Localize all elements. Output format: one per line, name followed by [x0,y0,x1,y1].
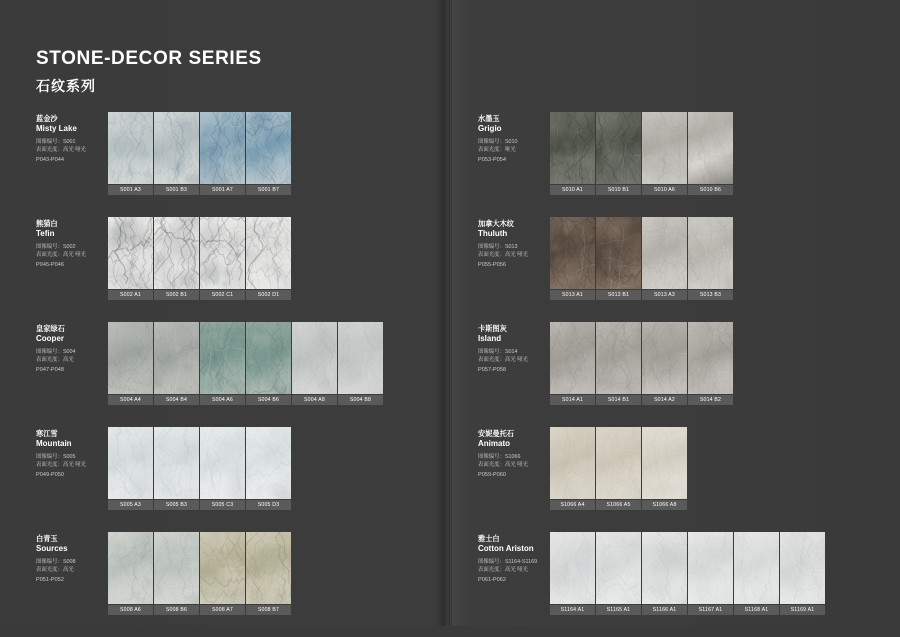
product-series [478,322,868,405]
tile-code-label: S002 A1 [108,290,153,300]
tile-code-label: S002 D1 [246,290,291,300]
tile-code-label: S005 B3 [154,500,199,510]
tile-code-label: S014 A1 [550,395,595,405]
tile-label-row [550,395,733,405]
tile-swatch[interactable] [154,217,199,289]
page-title-english: STONE-DECOR SERIES [36,48,262,69]
product-series [36,532,426,615]
series-image-code: 图像编号：S008 [36,558,76,565]
tile-swatch[interactable] [550,112,595,184]
tile-swatch[interactable] [642,532,687,604]
series-surface-finish: 表面光度：高光 哑光 [478,356,529,363]
tile-code-label: S008 A7 [200,605,245,615]
series-page-range: P057-P058 [478,367,506,374]
series-meta [36,532,108,585]
tile-swatch[interactable] [550,532,595,604]
tile-label-row [550,185,733,195]
series-meta [478,322,550,375]
series-name-chinese: 寒江雪 [36,429,58,438]
series-meta [36,112,108,165]
series-meta [478,532,550,585]
series-meta [36,427,108,480]
tile-swatch[interactable] [200,427,245,499]
tile-swatch[interactable] [108,112,153,184]
tile-swatch[interactable] [550,217,595,289]
tile-swatch[interactable] [596,322,641,394]
left-column [36,112,426,637]
tile-code-label: S010 A1 [550,185,595,195]
tile-swatch[interactable] [642,322,687,394]
series-name-chinese: 皇家绿石 [36,324,65,333]
tile-code-label: S004 B6 [246,395,291,405]
tile-swatch[interactable] [200,322,245,394]
series-image-code: 图像编号：S001 [36,138,76,145]
tile-code-label: S005 D3 [246,500,291,510]
series-name-english: Animato [478,438,510,448]
tile-row [550,112,733,184]
series-surface-finish: 表面光度：哑光 [478,146,516,153]
tile-code-label: S014 B1 [596,395,641,405]
series-name-english: Misty Lake [36,123,77,133]
series-name-chinese: 水墨玉 [478,114,500,123]
series-page-range: P043-P044 [36,157,64,164]
tile-group [108,112,291,195]
tile-group [550,427,687,510]
page-title-chinese: 石纹系列 [36,77,96,94]
tile-code-label: S010 A6 [642,185,687,195]
series-surface-finish: 表面光度：高光 [36,566,74,573]
tile-swatch[interactable] [596,427,641,499]
series-surface-finish: 表面光度：高光 哑光 [478,566,529,573]
tile-swatch[interactable] [246,322,291,394]
series-image-code: 图像编号：S1066 [478,453,521,460]
series-surface-finish: 表面光度：高光 哑光 [478,461,529,468]
series-page-range: P049-P050 [36,472,64,479]
tile-group [550,322,733,405]
tile-swatch[interactable] [246,427,291,499]
tile-swatch[interactable] [596,112,641,184]
tile-swatch[interactable] [642,217,687,289]
tile-label-row [550,500,687,510]
tile-swatch[interactable] [642,112,687,184]
tile-code-label: S004 A4 [108,395,153,405]
series-name-english: Sources [36,543,68,553]
tile-code-label: S1169 A1 [780,605,825,615]
product-series [36,322,426,405]
tile-swatch[interactable] [734,532,779,604]
tile-label-row [108,185,291,195]
tile-swatch[interactable] [108,217,153,289]
tile-swatch[interactable] [688,322,733,394]
product-series [478,532,868,615]
tile-swatch[interactable] [246,217,291,289]
tile-swatch[interactable] [550,322,595,394]
tile-swatch[interactable] [108,532,153,604]
series-surface-finish: 表面光度：高光 哑光 [36,146,87,153]
tile-swatch[interactable] [688,112,733,184]
tile-row [108,427,291,499]
product-series [478,217,868,300]
tile-code-label: S008 B7 [246,605,291,615]
series-name-chinese: 加拿大木纹 [478,219,514,228]
series-name-english: Mountain [36,438,72,448]
tile-label-row [550,605,825,615]
series-name-english: Tefin [36,228,55,238]
series-name-english: Island [478,333,502,343]
series-name-chinese: 熊猫白 [36,219,58,228]
tile-code-label: S1066 A5 [596,500,641,510]
tile-swatch[interactable] [688,217,733,289]
tile-row [550,217,733,289]
series-name-chinese: 卡斯图灰 [478,324,507,333]
tile-group [108,427,291,510]
series-page-range: P053-P054 [478,157,506,164]
series-name-chinese: 安妮曼托石 [478,429,514,438]
tile-swatch[interactable] [200,112,245,184]
tile-code-label: S004 B4 [154,395,199,405]
tile-swatch[interactable] [108,322,153,394]
tile-swatch[interactable] [108,427,153,499]
series-name-chinese: 白青玉 [36,534,58,543]
tile-label-row [108,395,383,405]
tile-code-label: S1066 A8 [642,500,687,510]
tile-code-label: S010 B6 [688,185,733,195]
series-image-code: 图像编号：S013 [478,243,518,250]
series-surface-finish: 表面光度：高光 哑光 [36,461,87,468]
series-page-range: P045-P046 [36,262,64,269]
tile-code-label: S1066 A4 [550,500,595,510]
product-series [478,112,868,195]
series-meta [36,322,108,375]
right-column [478,112,868,637]
series-page-range: P059-P060 [478,472,506,479]
series-name-english: Cotton Ariston [478,543,534,553]
tile-swatch[interactable] [200,217,245,289]
tile-code-label: S005 C3 [200,500,245,510]
series-page-range: P047-P048 [36,367,64,374]
series-page-range: P061-P062 [478,577,506,584]
tile-group [108,322,383,405]
page-title [36,48,262,96]
page-spine [449,0,452,626]
series-meta [478,112,550,165]
tile-label-row [108,605,291,615]
tile-swatch[interactable] [292,322,337,394]
tile-group [550,112,733,195]
tile-swatch[interactable] [154,112,199,184]
tile-code-label: S001 B7 [246,185,291,195]
tile-row [108,112,291,184]
tile-code-label: S005 A3 [108,500,153,510]
series-image-code: 图像编号：S005 [36,453,76,460]
series-name-chinese: 蓝金沙 [36,114,58,123]
product-series [478,427,868,510]
series-name-english: Thuluth [478,228,508,238]
tile-code-label: S010 B1 [596,185,641,195]
series-image-code: 图像编号：S004 [36,348,76,355]
product-series [36,112,426,195]
series-surface-finish: 表面光度：高光 哑光 [478,251,529,258]
tile-label-row [108,290,291,300]
tile-code-label: S013 B1 [596,290,641,300]
tile-code-label: S014 A2 [642,395,687,405]
tile-code-label: S1168 A1 [734,605,779,615]
tile-label-row [108,500,291,510]
tile-swatch[interactable] [154,427,199,499]
tile-group [108,217,291,300]
tile-code-label: S001 B3 [154,185,199,195]
tile-code-label: S1167 A1 [688,605,733,615]
tile-code-label: S008 A6 [108,605,153,615]
series-page-range: P051-P052 [36,577,64,584]
tile-swatch[interactable] [596,217,641,289]
tile-row [108,322,383,394]
tile-swatch[interactable] [154,532,199,604]
tile-code-label: S1164 A1 [550,605,595,615]
tile-code-label: S014 B2 [688,395,733,405]
tile-label-row [550,290,733,300]
series-name-english: Cooper [36,333,64,343]
product-series [36,427,426,510]
tile-code-label: S004 A6 [200,395,245,405]
tile-code-label: S013 A3 [642,290,687,300]
tile-swatch[interactable] [246,112,291,184]
tile-swatch[interactable] [642,427,687,499]
tile-code-label: S001 A3 [108,185,153,195]
series-surface-finish: 表面光度：高光 [36,356,74,363]
series-name-english: Grigio [478,123,502,133]
tile-swatch[interactable] [200,532,245,604]
series-image-code: 图像编号：S010 [478,138,518,145]
tile-swatch[interactable] [596,532,641,604]
tile-row [550,427,687,499]
series-surface-finish: 表面光度：高光 哑光 [36,251,87,258]
tile-code-label: S1166 A1 [642,605,687,615]
series-image-code: 图像编号：S002 [36,243,76,250]
tile-code-label: S002 C1 [200,290,245,300]
series-meta [478,427,550,480]
tile-group [550,532,825,615]
tile-swatch[interactable] [246,532,291,604]
tile-code-label: S1165 A1 [596,605,641,615]
tile-swatch[interactable] [154,322,199,394]
tile-row [108,217,291,289]
tile-row [550,322,733,394]
tile-swatch[interactable] [550,427,595,499]
tile-row [550,532,825,604]
tile-code-label: S002 B1 [154,290,199,300]
series-image-code: 图像编号：S1164-S1169 [478,558,538,565]
tile-code-label: S013 B3 [688,290,733,300]
tile-code-label: S013 A1 [550,290,595,300]
tile-group [550,217,733,300]
product-series [36,217,426,300]
tile-code-label: S004 B8 [338,395,383,405]
series-meta [478,217,550,270]
tile-code-label: S001 A7 [200,185,245,195]
tile-code-label: S008 B6 [154,605,199,615]
tile-swatch[interactable] [780,532,825,604]
tile-group [108,532,291,615]
tile-row [108,532,291,604]
series-meta [36,217,108,270]
series-name-chinese: 雅士白 [478,534,500,543]
tile-swatch[interactable] [688,532,733,604]
series-page-range: P055-P056 [478,262,506,269]
tile-swatch[interactable] [338,322,383,394]
series-image-code: 图像编号：S014 [478,348,518,355]
tile-code-label: S004 A8 [292,395,337,405]
